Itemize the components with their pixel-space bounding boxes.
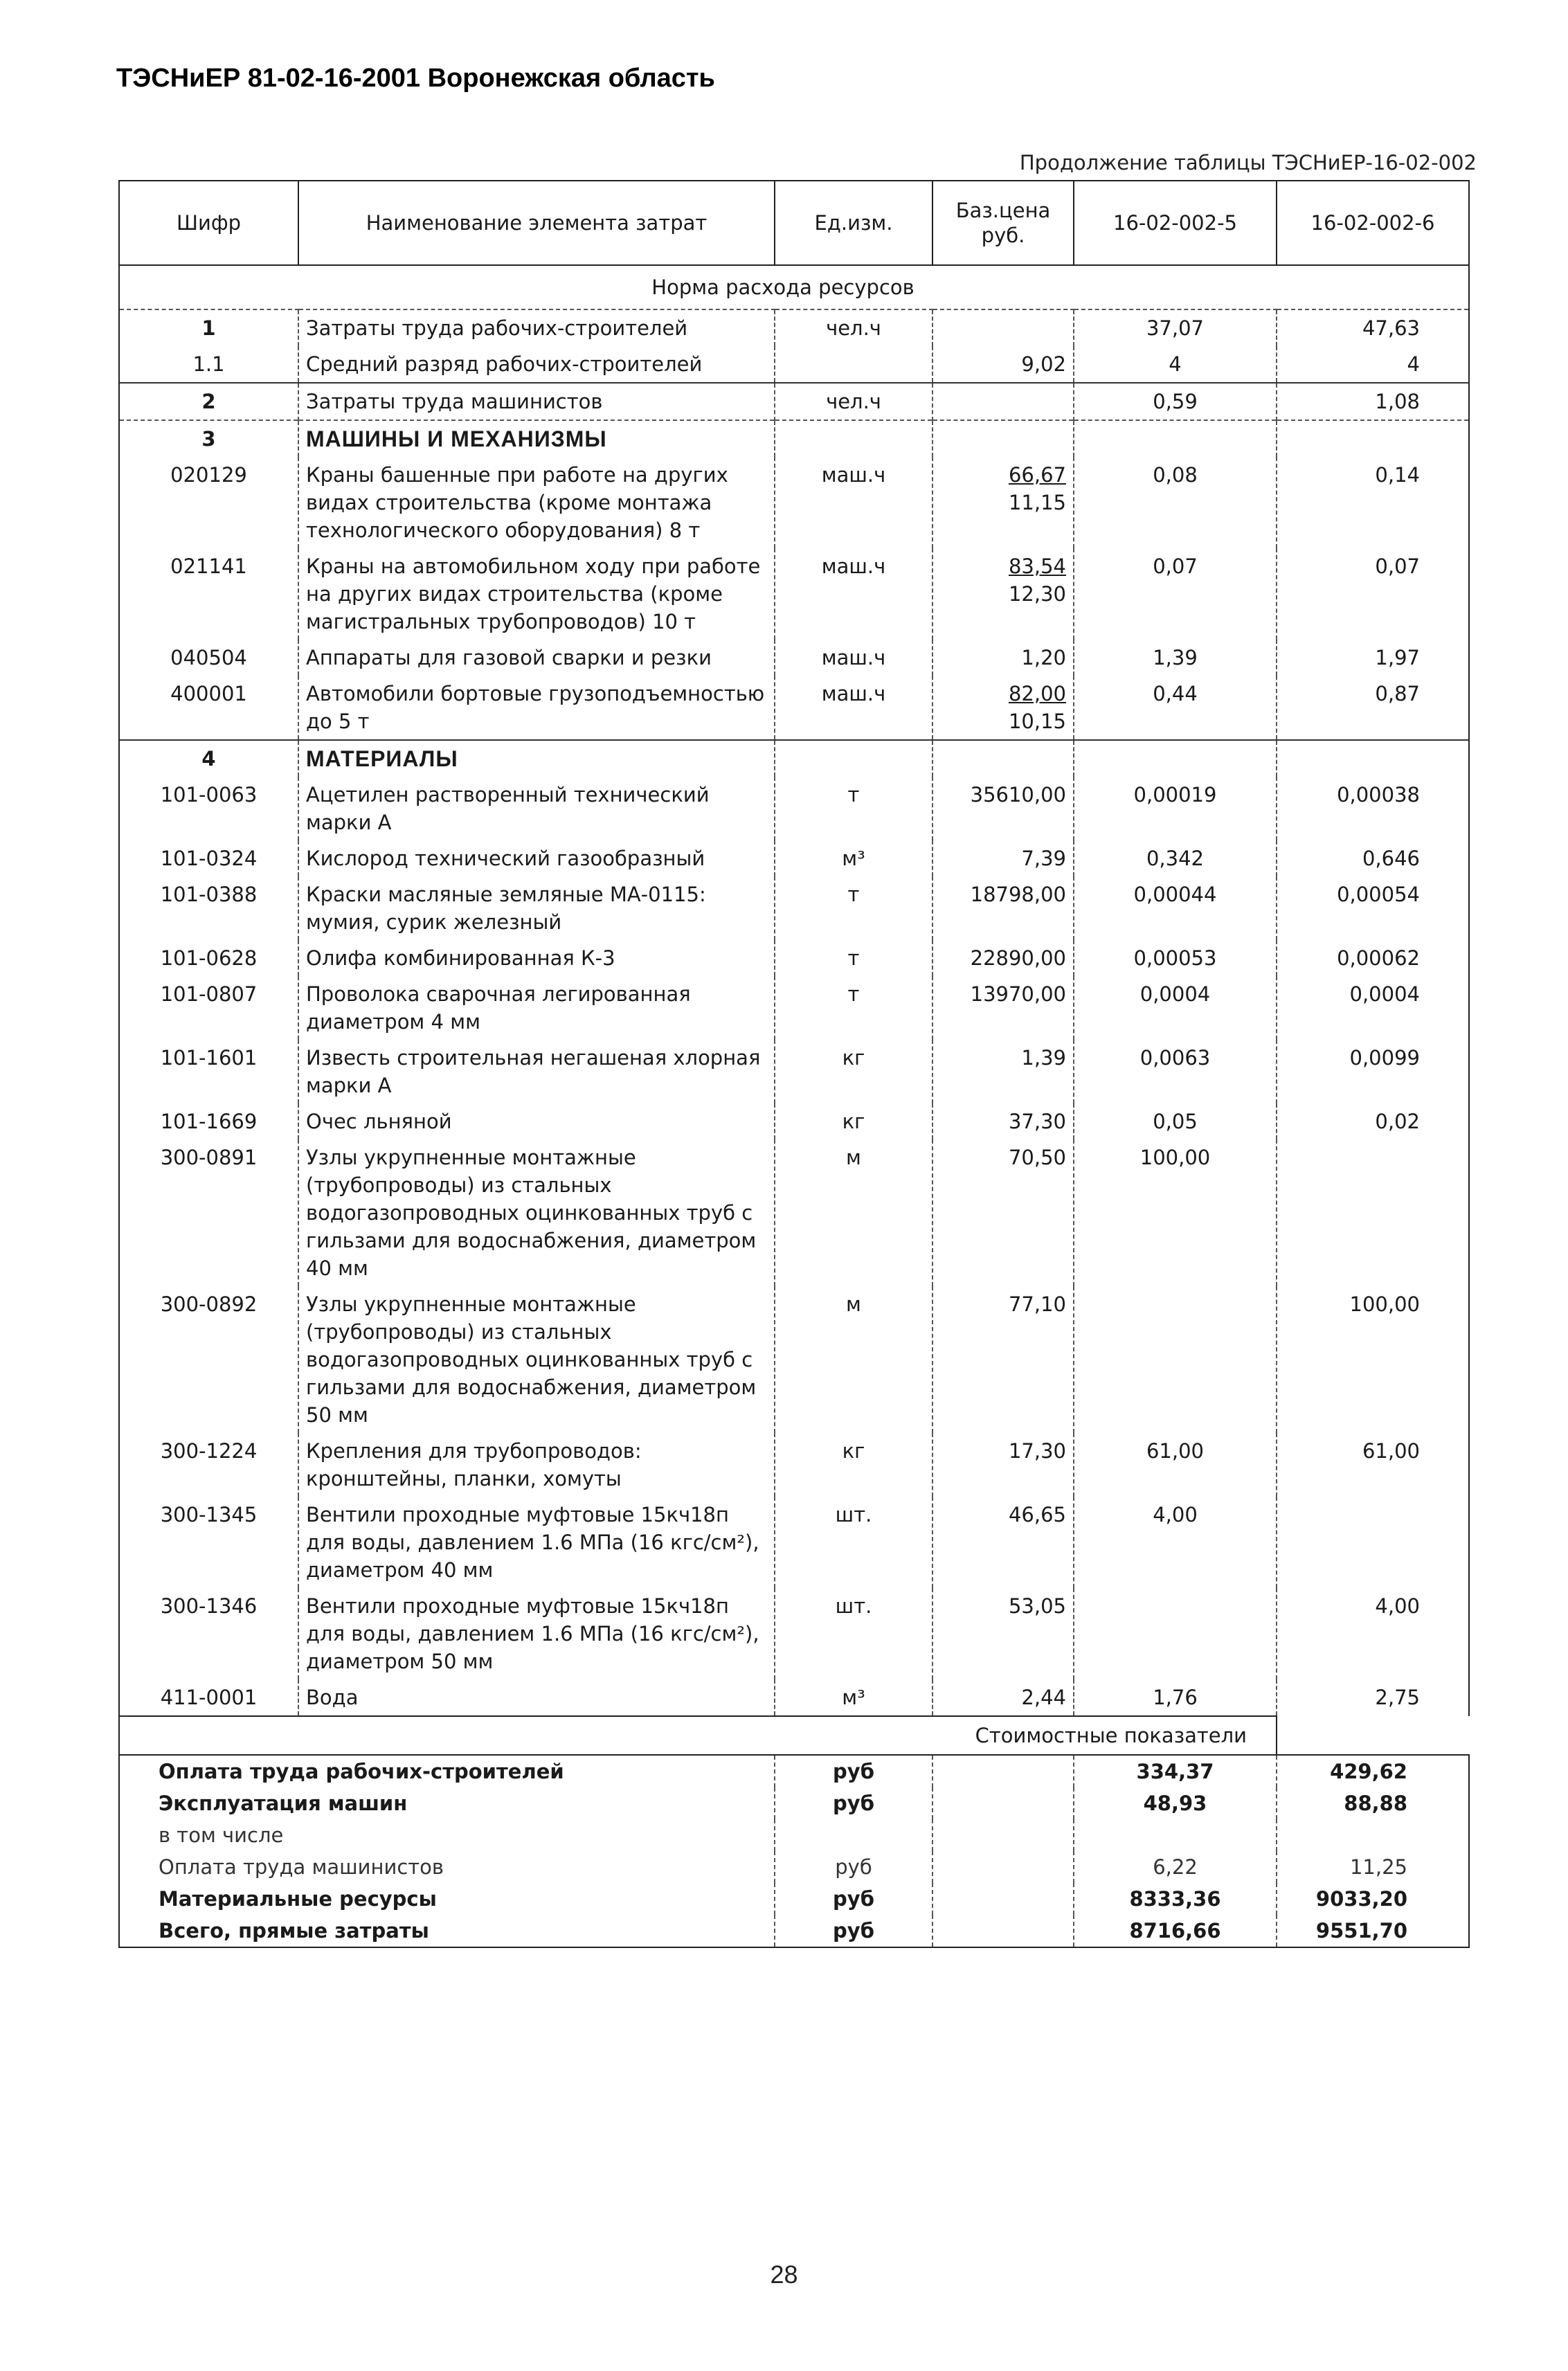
totals-price <box>932 1755 1074 1787</box>
table-row <box>119 309 1469 346</box>
cell-unit <box>775 346 932 383</box>
cell-price <box>932 457 1074 548</box>
cell-unit: м³ <box>775 840 932 876</box>
cell-price <box>932 420 1074 457</box>
totals-price <box>932 1883 1074 1915</box>
totals-value-6: 88,88 <box>1277 1787 1469 1819</box>
cell-norm-6: 61,00 <box>1277 1433 1469 1497</box>
table-row <box>119 457 1469 548</box>
totals-value-5: 8333,36 <box>1074 1883 1277 1915</box>
totals-row <box>119 1787 1469 1819</box>
cell-unit: маш.ч <box>775 457 932 548</box>
table-row <box>119 383 1469 420</box>
cell-price: 70,50 <box>932 1139 1074 1286</box>
table-row <box>119 840 1469 876</box>
totals-value-6 <box>1277 1819 1469 1851</box>
cell-name: Краны на автомобильном ходу при работе на других видах строительства (кроме магистральных трубопроводов) 10 т <box>298 548 775 640</box>
table-row <box>119 1040 1469 1103</box>
cell-code: 1 <box>119 309 298 346</box>
cell-code: 400001 <box>119 676 298 740</box>
cell-unit: маш.ч <box>775 676 932 740</box>
cell-unit: кг <box>775 1103 932 1139</box>
cell-code: 300-0891 <box>119 1139 298 1286</box>
cell-price <box>932 740 1074 777</box>
cell-code: 300-0892 <box>119 1286 298 1433</box>
cell-norm-6: 4,00 <box>1277 1588 1469 1679</box>
totals-label: Всего, прямые затраты <box>119 1915 775 1947</box>
cell-norm-6: 0,14 <box>1277 457 1469 548</box>
norm-caption: Норма расхода ресурсов <box>119 265 1469 309</box>
cell-norm-6 <box>1277 1497 1469 1588</box>
cell-code: 300-1345 <box>119 1497 298 1588</box>
table-row <box>119 1286 1469 1433</box>
price-labor: 10,15 <box>1008 710 1066 733</box>
table-continuation-caption: Продолжение таблицы ТЭСНиЕР-16-02-002 <box>1019 151 1477 174</box>
cell-norm-6: 0,646 <box>1277 840 1469 876</box>
cell-norm-5: 0,0063 <box>1074 1040 1277 1103</box>
table-row <box>119 1139 1469 1286</box>
totals-row <box>119 1883 1469 1915</box>
cell-unit: кг <box>775 1040 932 1103</box>
col-header-unit: Ед.изм. <box>775 181 932 265</box>
cell-code: 101-0807 <box>119 976 298 1040</box>
cell-code: 101-0628 <box>119 940 298 976</box>
cell-unit: маш.ч <box>775 640 932 676</box>
totals-value-6: 9033,20 <box>1277 1883 1469 1915</box>
cell-code: 040504 <box>119 640 298 676</box>
totals-unit <box>775 1819 932 1851</box>
table-row <box>119 420 1469 457</box>
col-header-16-02-002-6: 16-02-002-6 <box>1277 181 1469 265</box>
cell-code: 020129 <box>119 457 298 548</box>
cell-norm-5: 0,00053 <box>1074 940 1277 976</box>
cell-name: Краски масляные земляные МА-0115: мумия, сурик железный <box>298 876 775 940</box>
cell-code: 1.1 <box>119 346 298 383</box>
cell-norm-6: 0,0004 <box>1277 976 1469 1040</box>
totals-value-5: 48,93 <box>1074 1787 1277 1819</box>
cell-unit: м³ <box>775 1679 932 1716</box>
cell-unit <box>775 420 932 457</box>
price-total: 82,00 <box>1008 682 1066 705</box>
cell-norm-6: 1,97 <box>1277 640 1469 676</box>
table-row <box>119 976 1469 1040</box>
cell-price: 1,39 <box>932 1040 1074 1103</box>
totals-label: Эксплуатация машин <box>119 1787 775 1819</box>
cell-code: 101-1669 <box>119 1103 298 1139</box>
cell-name: Автомобили бортовые грузоподъемностью до 5 т <box>298 676 775 740</box>
totals-unit: руб <box>775 1915 932 1947</box>
col-header-code: Шифр <box>119 181 298 265</box>
cell-name: Затраты труда машинистов <box>298 383 775 420</box>
totals-value-5: 6,22 <box>1074 1851 1277 1883</box>
totals-value-5: 8716,66 <box>1074 1915 1277 1947</box>
cell-norm-5: 0,59 <box>1074 383 1277 420</box>
cell-name: Средний разряд рабочих-строителей <box>298 346 775 383</box>
totals-label: Оплата труда рабочих-строителей <box>119 1755 775 1787</box>
table-row <box>119 1679 1469 1716</box>
table-row <box>119 740 1469 777</box>
cell-unit: чел.ч <box>775 309 932 346</box>
cell-norm-5: 0,00044 <box>1074 876 1277 940</box>
cell-price <box>932 676 1074 740</box>
totals-value-6: 429,62 <box>1277 1755 1469 1787</box>
totals-value-6: 11,25 <box>1277 1851 1469 1883</box>
totals-value-5 <box>1074 1819 1277 1851</box>
cell-code: 411-0001 <box>119 1679 298 1716</box>
cell-price: 2,44 <box>932 1679 1074 1716</box>
totals-row <box>119 1851 1469 1883</box>
col-header-name: Наименование элемента затрат <box>298 181 775 265</box>
cell-unit: маш.ч <box>775 548 932 640</box>
cell-code: 3 <box>119 420 298 457</box>
table-row <box>119 940 1469 976</box>
cell-name: Олифа комбинированная К-3 <box>298 940 775 976</box>
cell-norm-6: 0,02 <box>1277 1103 1469 1139</box>
cell-price: 18798,00 <box>932 876 1074 940</box>
cell-norm-5: 4,00 <box>1074 1497 1277 1588</box>
cell-unit: т <box>775 876 932 940</box>
cell-price: 13970,00 <box>932 976 1074 1040</box>
cell-name: Кислород технический газообразный <box>298 840 775 876</box>
cell-norm-5: 1,39 <box>1074 640 1277 676</box>
cell-price: 35610,00 <box>932 777 1074 840</box>
cell-price: 22890,00 <box>932 940 1074 976</box>
cell-name: Крепления для трубопроводов: кронштейны, планки, хомуты <box>298 1433 775 1497</box>
table-row <box>119 640 1469 676</box>
cell-price: 53,05 <box>932 1588 1074 1679</box>
totals-row <box>119 1819 1469 1851</box>
totals-value-6: 9551,70 <box>1277 1915 1469 1947</box>
cell-price: 9,02 <box>932 346 1074 383</box>
totals-unit: руб <box>775 1851 932 1883</box>
resource-norms-table <box>118 180 1470 1948</box>
cell-norm-5: 61,00 <box>1074 1433 1277 1497</box>
cell-norm-6 <box>1277 1139 1469 1286</box>
totals-row <box>119 1915 1469 1947</box>
cell-code: 101-0324 <box>119 840 298 876</box>
cell-name: Проволока сварочная легированная диаметром 4 мм <box>298 976 775 1040</box>
cell-norm-5 <box>1074 1588 1277 1679</box>
cell-norm-5: 1,76 <box>1074 1679 1277 1716</box>
totals-unit: руб <box>775 1787 932 1819</box>
cell-norm-5 <box>1074 420 1277 457</box>
cell-unit <box>775 740 932 777</box>
cell-code: 101-1601 <box>119 1040 298 1103</box>
cell-norm-6: 100,00 <box>1277 1286 1469 1433</box>
totals-unit: руб <box>775 1755 932 1787</box>
cell-norm-6 <box>1277 420 1469 457</box>
price-total: 83,54 <box>1008 555 1066 578</box>
cell-code: 300-1346 <box>119 1588 298 1679</box>
cell-norm-5: 0,342 <box>1074 840 1277 876</box>
cell-unit: м <box>775 1286 932 1433</box>
totals-price <box>932 1819 1074 1851</box>
table-row <box>119 346 1469 383</box>
cell-name: Затраты труда рабочих-строителей <box>298 309 775 346</box>
cell-name: Вода <box>298 1679 775 1716</box>
cell-name: Известь строительная негашеная хлорная марки А <box>298 1040 775 1103</box>
cell-unit: м <box>775 1139 932 1286</box>
price-labor: 11,15 <box>1008 491 1066 514</box>
cell-name: Узлы укрупненные монтажные (трубопроводы) из стальных водогазопроводных оцинкованных труб с гильзами для водоснабжения, диаметром 40 мм <box>298 1139 775 1286</box>
norm-caption-row <box>119 265 1469 309</box>
cell-norm-5: 4 <box>1074 346 1277 383</box>
cell-price <box>932 383 1074 420</box>
totals-price <box>932 1915 1074 1947</box>
cell-name: Вентили проходные муфтовые 15кч18п для воды, давлением 1.6 МПа (16 кгс/см²), диаметром 40 мм <box>298 1497 775 1588</box>
cell-name: Ацетилен растворенный технический марки А <box>298 777 775 840</box>
cell-code: 101-0063 <box>119 777 298 840</box>
cell-norm-6: 0,07 <box>1277 548 1469 640</box>
cell-price: 1,20 <box>932 640 1074 676</box>
cell-code: 4 <box>119 740 298 777</box>
table-row <box>119 777 1469 840</box>
cell-name: Узлы укрупненные монтажные (трубопроводы) из стальных водогазопроводных оцинкованных труб с гильзами для водоснабжения, диаметром 50 мм <box>298 1286 775 1433</box>
cell-name: МАШИНЫ И МЕХАНИЗМЫ <box>298 420 775 457</box>
cell-norm-6: 47,63 <box>1277 309 1469 346</box>
cell-norm-5: 0,0004 <box>1074 976 1277 1040</box>
cell-norm-5: 0,05 <box>1074 1103 1277 1139</box>
cell-norm-6: 0,87 <box>1277 676 1469 740</box>
page-number: 28 <box>770 2260 798 2289</box>
cell-name: Вентили проходные муфтовые 15кч18п для воды, давлением 1.6 МПа (16 кгс/см²), диаметром 50 мм <box>298 1588 775 1679</box>
cell-price: 46,65 <box>932 1497 1074 1588</box>
table-row <box>119 548 1469 640</box>
cell-norm-5: 0,08 <box>1074 457 1277 548</box>
cell-unit: шт. <box>775 1588 932 1679</box>
cell-norm-6: 0,00038 <box>1277 777 1469 840</box>
cell-code: 101-0388 <box>119 876 298 940</box>
cell-code: 021141 <box>119 548 298 640</box>
cell-norm-6: 2,75 <box>1277 1679 1469 1716</box>
cell-norm-5: 0,44 <box>1074 676 1277 740</box>
totals-price <box>932 1787 1074 1819</box>
table-row <box>119 1588 1469 1679</box>
cell-name: Аппараты для газовой сварки и резки <box>298 640 775 676</box>
cell-price: 7,39 <box>932 840 1074 876</box>
cell-code: 300-1224 <box>119 1433 298 1497</box>
cell-norm-5 <box>1074 1286 1277 1433</box>
document-title: ТЭСНиЕР 81-02-16-2001 Воронежская область <box>116 64 715 93</box>
cell-norm-6: 1,08 <box>1277 383 1469 420</box>
totals-price <box>932 1851 1074 1883</box>
cell-norm-5: 37,07 <box>1074 309 1277 346</box>
table-row <box>119 876 1469 940</box>
cell-norm-5: 0,07 <box>1074 548 1277 640</box>
totals-label: Материальные ресурсы <box>119 1883 775 1915</box>
cell-unit: кг <box>775 1433 932 1497</box>
cell-price: 77,10 <box>932 1286 1074 1433</box>
totals-value-5: 334,37 <box>1074 1755 1277 1787</box>
cell-norm-6: 0,00054 <box>1277 876 1469 940</box>
cell-norm-6: 0,00062 <box>1277 940 1469 976</box>
table-row <box>119 676 1469 740</box>
cell-price: 37,30 <box>932 1103 1074 1139</box>
cell-norm-6: 4 <box>1277 346 1469 383</box>
totals-row <box>119 1755 1469 1787</box>
cell-unit: чел.ч <box>775 383 932 420</box>
cell-price <box>932 309 1074 346</box>
table-row <box>119 1103 1469 1139</box>
cell-unit: т <box>775 777 932 840</box>
cell-price: 17,30 <box>932 1433 1074 1497</box>
price-total: 66,67 <box>1008 463 1066 487</box>
cost-caption: Стоимостные показатели <box>119 1716 1277 1755</box>
cell-unit: т <box>775 940 932 976</box>
cell-unit: шт. <box>775 1497 932 1588</box>
cell-unit: т <box>775 976 932 1040</box>
price-labor: 12,30 <box>1008 582 1066 606</box>
totals-label: в том числе <box>119 1819 775 1851</box>
cell-code: 2 <box>119 383 298 420</box>
cell-name: Краны башенные при работе на других видах строительства (кроме монтажа технологического оборудования) 8 т <box>298 457 775 548</box>
cell-norm-5: 100,00 <box>1074 1139 1277 1286</box>
table-row <box>119 1497 1469 1588</box>
cell-norm-6: 0,0099 <box>1277 1040 1469 1103</box>
cell-name: МАТЕРИАЛЫ <box>298 740 775 777</box>
totals-unit: руб <box>775 1883 932 1915</box>
col-header-price: Баз.цена руб. <box>932 181 1074 265</box>
table-row <box>119 1433 1469 1497</box>
totals-label: Оплата труда машинистов <box>119 1851 775 1883</box>
cell-name: Очес льняной <box>298 1103 775 1139</box>
cell-norm-5 <box>1074 740 1277 777</box>
cost-caption-row <box>119 1716 1469 1755</box>
cell-norm-6 <box>1277 740 1469 777</box>
col-header-16-02-002-5: 16-02-002-5 <box>1074 181 1277 265</box>
cell-price <box>932 548 1074 640</box>
table-header-row <box>119 181 1469 265</box>
cell-norm-5: 0,00019 <box>1074 777 1277 840</box>
